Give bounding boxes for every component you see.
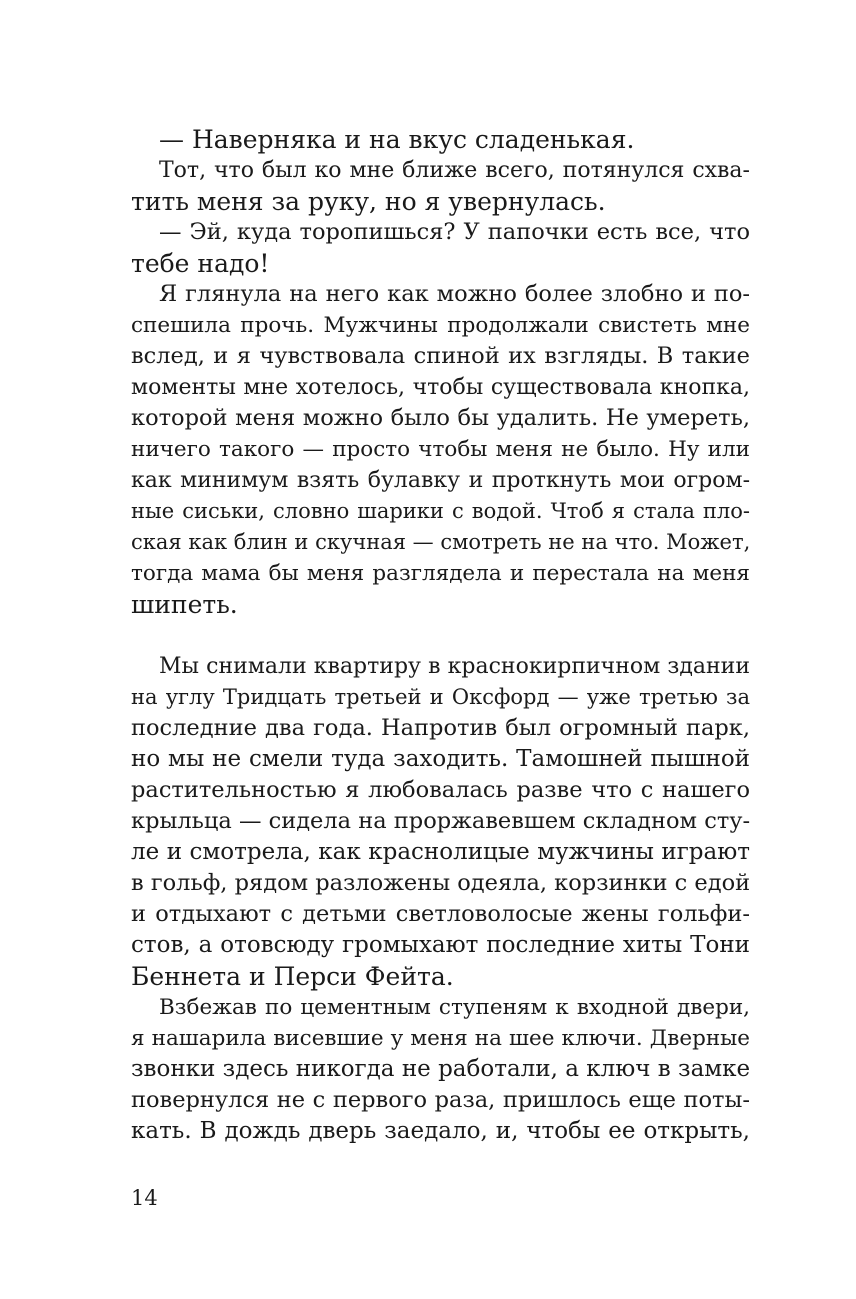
text-line: спешила прочь. Мужчины продолжали свистеть мне bbox=[131, 313, 750, 338]
text-line: ничего такого — просто чтобы меня не было. Ну или bbox=[131, 437, 750, 462]
text-line: крыльца — сидела на проржавевшем складном сту- bbox=[131, 808, 751, 834]
text-line: повернулся не с первого раза, пришлось еще поты- bbox=[131, 1087, 750, 1113]
text-line: звонки здесь никогда не работали, а ключ в замке bbox=[131, 1056, 751, 1082]
text-line: моменты мне хотелось, чтобы существовала кнопка, bbox=[131, 375, 750, 400]
page-number: 14 bbox=[131, 1186, 158, 1210]
text-line: на углу Тридцать третьей и Оксфорд — уже третью за bbox=[131, 685, 750, 709]
text-line: и отдыхают с детьми светловолосые жены гольфи- bbox=[131, 901, 750, 927]
text-line: — Эй, куда торопишься? У папочки есть все, что bbox=[159, 219, 750, 245]
text-line: тебе надо! bbox=[131, 249, 270, 278]
text-line: в гольф, рядом разложены одеяла, корзинки с едой bbox=[131, 870, 751, 896]
text-line: ные сиськи, словно шарики с водой. Чтоб я стала пло- bbox=[131, 499, 750, 523]
text-line: Мы снимали квартиру в краснокирпичном здании bbox=[159, 654, 750, 679]
text-line: тогда мама бы меня разглядела и перестала на меня bbox=[131, 561, 750, 586]
text-line: стов, а отовсюду громыхают последние хиты Тони bbox=[131, 932, 750, 958]
text-line: — Наверняка и на вкус сладенькая. bbox=[159, 125, 635, 154]
text-line: ская как блин и скучная — смотреть не на что. Может, bbox=[131, 530, 751, 554]
text-line: ле и смотрела, как краснолицые мужчины играют bbox=[131, 839, 750, 865]
text-line: Взбежав по цементным ступеням к входной двери, bbox=[159, 995, 750, 1020]
text-line: Беннета и Перси Фейта. bbox=[131, 962, 454, 991]
text-line: Я глянула на него как можно более злобно и по- bbox=[159, 281, 750, 307]
text-line: тить меня за руку, но я увернулась. bbox=[131, 187, 606, 216]
body-text bbox=[131, 124, 750, 1147]
text-line: как минимум взять булавку и проткнуть мои огром- bbox=[131, 468, 750, 493]
text-line: последние два года. Напротив был огромный парк, bbox=[131, 715, 750, 741]
text-line: Тот, что был ко мне ближе всего, потянулся схва- bbox=[159, 158, 750, 183]
text-line: шипеть. bbox=[131, 590, 238, 619]
text-line: я нашарила висевшие у меня на шее ключи. Дверные bbox=[131, 1026, 750, 1051]
text-line: но мы не смели туда заходить. Тамошней пышной bbox=[131, 746, 750, 772]
text-line: которой меня можно было бы удалить. Не умереть, bbox=[131, 405, 750, 431]
section-break bbox=[131, 620, 750, 651]
text-line: растительностью я любовалась разве что с нашего bbox=[131, 777, 750, 803]
text-line: вслед, и я чувствовала спиной их взгляды. В такие bbox=[131, 343, 750, 369]
text-line: кать. В дождь дверь заедало, и, чтобы ее открыть, bbox=[131, 1118, 750, 1144]
